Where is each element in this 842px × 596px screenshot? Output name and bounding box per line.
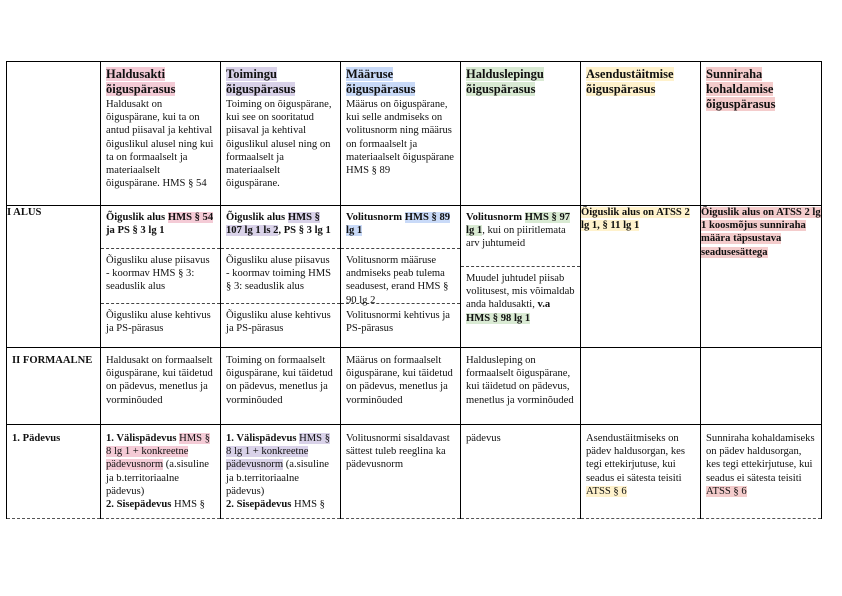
padevus-toiming: 1. Välispädevus HMS § 8 lg 1 + konkreetne pädevusnorm (a.sisuline ja b.territoriaalne pädevus) 2. Sisepädevus HMS § (221, 425, 341, 519)
table-row-padevus (7, 425, 822, 519)
formaalne-maarus: Määrus on formaalselt õiguspärane, kui täidetud on pädevus, menetlus ja vorminõuded (341, 348, 461, 425)
header-text: Haldusakt on õiguspärane, kui ta on antud piisaval ja kehtival õiguslikul alusel ning kui ta on formaalselt ja materiaalselt õiguspärane. HMS § 54 (106, 99, 214, 190)
header-haldusakt (101, 62, 221, 206)
padevus-maarus: Volitusnormi sisaldavast sättest tuleb reeglina ka pädevusnorm (341, 425, 461, 519)
header-text: Toiming on õiguspärane, kui see on sooritatud piisaval ja kehtival õiguslikul alusel ning on formaalselt ja materiaalselt õiguspärane. (226, 99, 332, 190)
table-row-formaalne (7, 348, 822, 425)
header-maarus (341, 62, 461, 206)
header-asendustaitmine (581, 62, 701, 206)
row-label-padevus: 1. Pädevus (7, 425, 101, 519)
formaalne-toiming: Toiming on formaalselt õiguspärane, kui täidetud on pädevus, menetlus ja vorminõuded (221, 348, 341, 425)
padevus-haldusakt: 1. Välispädevus HMS § 8 lg 1 + konkreetne pädevusnorm (a.sisuline ja b.territoriaalne pädevus) 2. Sisepädevus HMS § (101, 425, 221, 519)
formaalne-haldusleping: Haldusleping on formaalselt õiguspärane, kui täidetud on pädevus, menetlus ja vorminõuded (461, 348, 581, 425)
alus-haldusleping: Volitusnorm HMS § 97 lg 1, kui on piiritlemata arv juhtumeid Muudel juhtudel piisab volitusest, mis võimaldab anda haldusakti, v.a HMS § 98 lg 1 (461, 206, 581, 348)
header-sunniraha (701, 62, 822, 206)
header-title: Määruse õiguspärasus (346, 67, 416, 96)
header-toiming (221, 62, 341, 206)
header-title: Haldusakti õiguspärasus (106, 67, 176, 96)
alus-sunniraha: Õiguslik alus on ATSS 2 lg 1 koosmõjus sunniraha määra täpsustava seadusesättega (701, 206, 822, 348)
header-title: Halduslepingu õiguspärasus (466, 67, 544, 96)
formaalne-haldusakt: Haldusakt on formaalselt õiguspärane, kui täidetud on pädevus, menetlus ja vorminõuded (101, 348, 221, 425)
header-title: Asendustäitmise õiguspärasus (586, 67, 674, 96)
padevus-asendustaitmine: Asendustäitmiseks on pädev haldusorgan, kes tegi ettekirjutuse, kui seadus ei sätesta teisiti ATSS § 6 (581, 425, 701, 519)
alus-toiming: Õiguslik alus HMS § 107 lg 1 ls 2, PS § 3 lg 1 Õigusliku aluse piisavus - koormav toiming HMS § 3: seaduslik alus Õigusliku aluse kehtivus ja PS-pärasus (221, 206, 341, 348)
header-haldusleping (461, 62, 581, 206)
header-title: Toimingu õiguspärasus (226, 67, 296, 96)
padevus-sunniraha: Sunniraha kohaldamiseks on pädev haldusorgan, kes tegi ettekirjutuse, kui seadus ei sätesta teisiti ATSS § 6 (701, 425, 822, 519)
header-title: Sunniraha kohaldamise õiguspärasus (706, 67, 776, 111)
alus-haldusakt: Õiguslik alus HMS § 54 ja PS § 3 lg 1 Õigusliku aluse piisavus - koormav HMS § 3: seaduslik alus Õigusliku aluse kehtivus ja PS-pärasus (101, 206, 221, 348)
table-row-alus (7, 206, 822, 348)
header-text: Määrus on õiguspärane, kui selle andmiseks on volitusnorm ning määrus on formaalselt ja materiaalselt õiguspärane HMS § 89 (346, 99, 454, 177)
row-label-formaalne: II FORMAALNE (7, 348, 101, 425)
padevus-haldusleping: pädevus (461, 425, 581, 519)
table-header-row (7, 62, 822, 206)
formaalne-asendustaitmine (581, 348, 701, 425)
alus-maarus: Volitusnorm HMS § 89 lg 1 Volitusnorm määruse andmiseks peab tulema seadusest, erand HMS § 90 lg 2 Volitusnormi kehtivus ja PS-pärasus (341, 206, 461, 348)
comparison-table (6, 61, 822, 519)
row-label-alus: I ALUS (7, 206, 101, 348)
alus-asendustaitmine: Õiguslik alus on ATSS 2 lg 1, § 11 lg 1 (581, 206, 701, 348)
corner-cell (7, 62, 101, 206)
formaalne-sunniraha (701, 348, 822, 425)
